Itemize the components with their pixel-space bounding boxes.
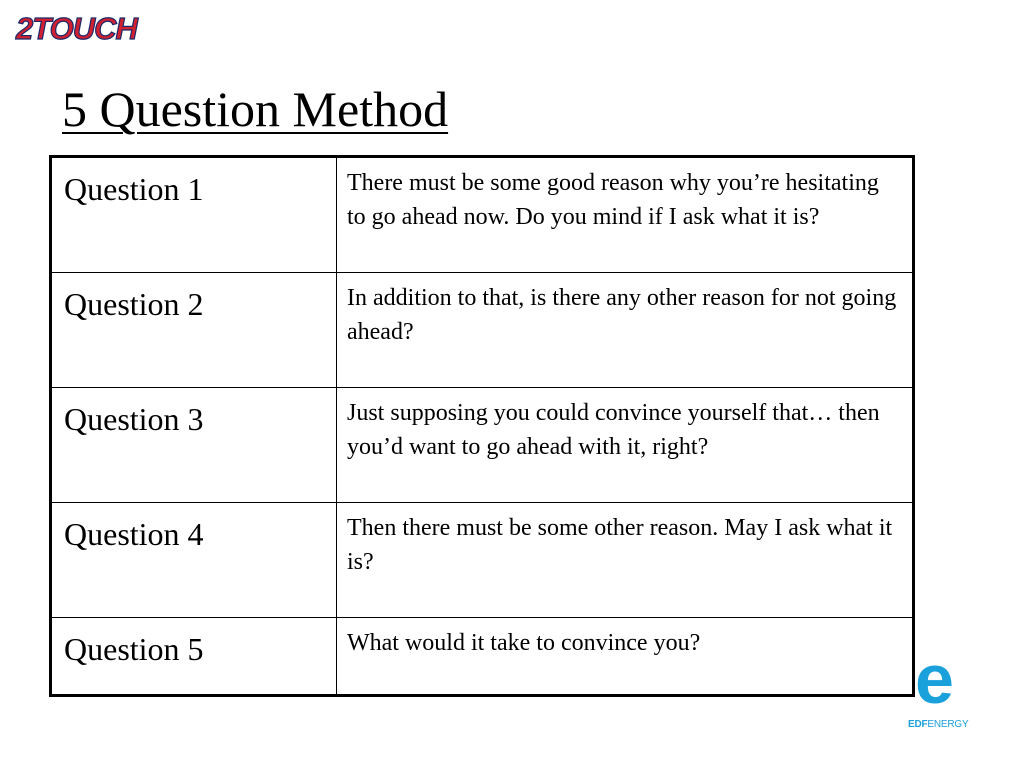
edf-e-icon: e <box>915 640 954 718</box>
question-text: Just supposing you could convince yourself that… then you’d want to go ahead with it, right? <box>337 388 914 503</box>
question-text: What would it take to convince you? <box>337 618 914 696</box>
question-text: Then there must be some other reason. May I ask what it is? <box>337 503 914 618</box>
table-row <box>51 273 914 388</box>
question-label: Question 5 <box>51 618 337 696</box>
edf-wordmark-bold: EDF <box>908 719 928 730</box>
edf-wordmark-rest: ENERGY <box>927 719 969 730</box>
edf-wordmark <box>908 719 968 731</box>
company-logo: 2TOUCH <box>16 11 137 46</box>
table-row <box>51 503 914 618</box>
table-row <box>51 618 914 696</box>
question-label: Question 3 <box>51 388 337 503</box>
question-label: Question 4 <box>51 503 337 618</box>
question-text: There must be some good reason why you’re hesitating to go ahead now. Do you mind if I ask what it is? <box>337 157 914 273</box>
question-label: Question 1 <box>51 157 337 273</box>
table-row <box>51 388 914 503</box>
edf-energy-logo <box>905 640 975 740</box>
question-text: In addition to that, is there any other reason for not going ahead? <box>337 273 914 388</box>
table-row <box>51 157 914 273</box>
slide-title: 5 Question Method <box>62 81 449 137</box>
question-label: Question 2 <box>51 273 337 388</box>
questions-table <box>49 155 915 697</box>
